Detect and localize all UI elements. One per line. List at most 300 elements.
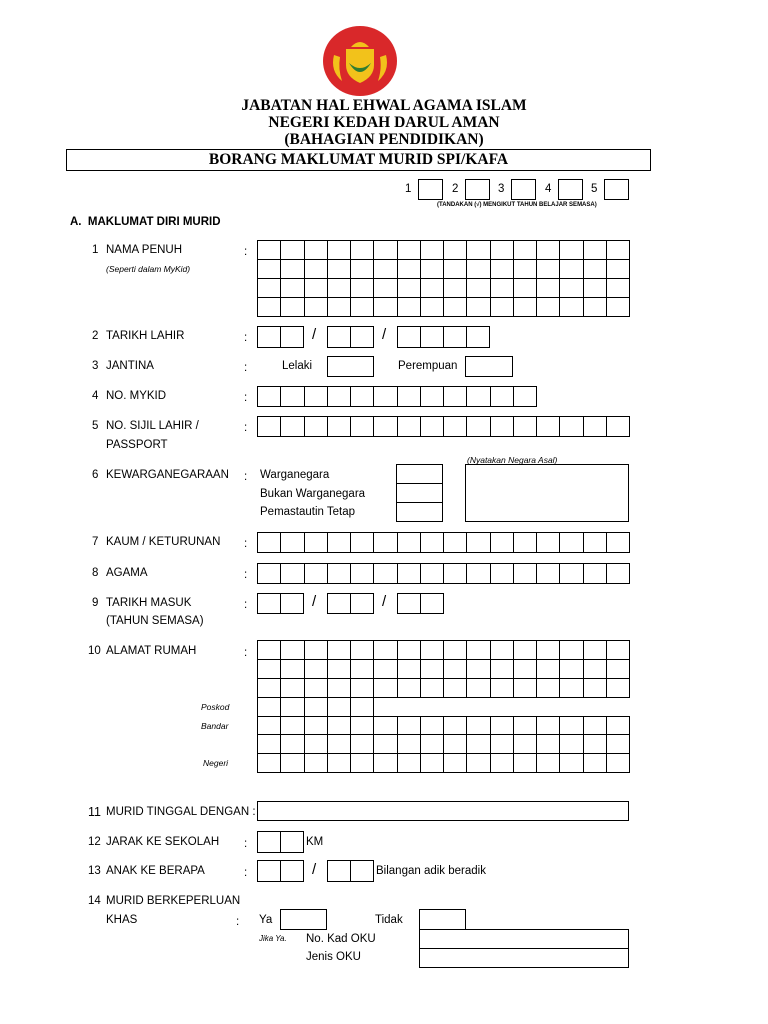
religion-char-box[interactable] (514, 564, 537, 584)
field-14-label: MURID BERKEPERLUAN (106, 895, 241, 907)
race-char-box[interactable] (421, 533, 444, 553)
race-char-box[interactable] (607, 533, 630, 553)
address-char-box[interactable] (514, 660, 537, 679)
city-char-box[interactable] (584, 735, 607, 754)
dob-day-boxes[interactable] (257, 326, 304, 348)
child-order-char-box[interactable] (258, 861, 281, 882)
name-char-box[interactable] (444, 260, 467, 279)
name-char-box[interactable] (421, 279, 444, 298)
birth-cert-char-box[interactable] (607, 417, 630, 437)
birth-cert-char-box[interactable] (537, 417, 560, 437)
city-char-box[interactable] (305, 716, 328, 735)
citizen-checkbox[interactable] (397, 465, 443, 484)
birth-cert-char-box[interactable] (491, 417, 514, 437)
name-char-box[interactable] (374, 241, 397, 260)
address-char-box[interactable] (305, 641, 328, 660)
field-1-hint: (Seperti dalam MyKid) (106, 264, 191, 274)
name-char-box[interactable] (584, 298, 607, 317)
address-char-box[interactable] (607, 641, 630, 660)
religion-char-box[interactable] (398, 564, 421, 584)
address-char-box[interactable] (584, 660, 607, 679)
oku-fields[interactable] (419, 929, 629, 968)
religion-char-box[interactable] (328, 564, 351, 584)
address-grid[interactable] (257, 640, 630, 717)
distance-boxes[interactable] (257, 831, 304, 853)
address-char-box[interactable] (584, 641, 607, 660)
religion-char-box[interactable] (258, 564, 281, 584)
race-char-box[interactable] (328, 533, 351, 553)
address-char-box[interactable] (444, 679, 467, 698)
city-char-box[interactable] (537, 735, 560, 754)
state-char-box[interactable] (467, 754, 490, 773)
birth-cert-char-box[interactable] (258, 417, 281, 437)
postcode-char-box[interactable] (351, 698, 374, 717)
address-char-box[interactable] (351, 679, 374, 698)
state-char-box[interactable] (444, 754, 467, 773)
address-char-box[interactable] (421, 660, 444, 679)
address-city-state-grid[interactable] (257, 716, 630, 773)
name-char-box[interactable] (491, 260, 514, 279)
city-char-box[interactable] (444, 716, 467, 735)
address-char-box[interactable] (467, 641, 490, 660)
address-char-box[interactable] (305, 679, 328, 698)
name-char-box[interactable] (444, 298, 467, 317)
name-char-box[interactable] (560, 241, 583, 260)
city-char-box[interactable] (328, 716, 351, 735)
name-char-box[interactable] (258, 241, 281, 260)
siblings-count-boxes[interactable] (327, 860, 374, 882)
state-char-box[interactable] (491, 754, 514, 773)
city-char-box[interactable] (398, 716, 421, 735)
address-char-box[interactable] (491, 679, 514, 698)
siblings-label: Bilangan adik beradik (376, 865, 486, 877)
religion-grid[interactable] (257, 563, 630, 584)
name-char-box[interactable] (444, 241, 467, 260)
address-char-box[interactable] (444, 641, 467, 660)
year-label-2: 2 (452, 183, 459, 195)
mykid-char-box[interactable] (305, 387, 328, 407)
name-char-box[interactable] (374, 279, 397, 298)
year-label-1: 1 (405, 183, 412, 195)
state-char-box[interactable] (258, 754, 281, 773)
race-char-box[interactable] (514, 533, 537, 553)
race-char-box[interactable] (351, 533, 374, 553)
name-char-box[interactable] (491, 241, 514, 260)
address-char-box[interactable] (467, 679, 490, 698)
entry-year-box[interactable] (421, 594, 444, 614)
dob-month-box[interactable] (328, 327, 351, 348)
city-char-box[interactable] (258, 735, 281, 754)
state-char-box[interactable] (560, 754, 583, 773)
race-char-box[interactable] (258, 533, 281, 553)
birth-cert-char-box[interactable] (398, 417, 421, 437)
city-char-box[interactable] (258, 716, 281, 735)
religion-char-box[interactable] (537, 564, 560, 584)
postcode-char-box[interactable] (305, 698, 328, 717)
name-char-box[interactable] (281, 298, 304, 317)
city-char-box[interactable] (351, 716, 374, 735)
city-char-box[interactable] (584, 716, 607, 735)
gender-male-checkbox[interactable] (327, 356, 374, 377)
name-char-box[interactable] (584, 279, 607, 298)
entry-year-box[interactable] (398, 594, 421, 614)
name-char-box[interactable] (258, 298, 281, 317)
address-char-box[interactable] (560, 641, 583, 660)
birth-cert-char-box[interactable] (584, 417, 607, 437)
mykid-grid[interactable] (257, 386, 537, 407)
name-char-box[interactable] (305, 279, 328, 298)
mykid-char-box[interactable] (398, 387, 421, 407)
name-char-box[interactable] (560, 279, 583, 298)
state-char-box[interactable] (328, 754, 351, 773)
name-char-box[interactable] (491, 298, 514, 317)
name-char-box[interactable] (398, 298, 421, 317)
dob-year-box[interactable] (467, 327, 490, 348)
race-char-box[interactable] (374, 533, 397, 553)
field-3-label: JANTINA (106, 360, 154, 372)
postcode-char-box[interactable] (281, 698, 304, 717)
mykid-char-box[interactable] (374, 387, 397, 407)
name-char-box[interactable] (305, 241, 328, 260)
name-char-box[interactable] (421, 298, 444, 317)
address-char-box[interactable] (258, 641, 281, 660)
religion-char-box[interactable] (281, 564, 304, 584)
name-char-box[interactable] (514, 279, 537, 298)
name-char-box[interactable] (584, 241, 607, 260)
year-checkbox-3[interactable] (511, 179, 536, 200)
oku-card-field[interactable] (420, 930, 629, 949)
race-char-box[interactable] (444, 533, 467, 553)
race-char-box[interactable] (584, 533, 607, 553)
race-grid[interactable] (257, 532, 630, 553)
name-char-box[interactable] (328, 260, 351, 279)
city-char-box[interactable] (421, 716, 444, 735)
name-char-box[interactable] (398, 260, 421, 279)
name-char-box[interactable] (398, 279, 421, 298)
name-char-box[interactable] (305, 260, 328, 279)
address-char-box[interactable] (305, 660, 328, 679)
religion-char-box[interactable] (607, 564, 630, 584)
address-char-box[interactable] (398, 641, 421, 660)
birth-cert-char-box[interactable] (305, 417, 328, 437)
city-char-box[interactable] (607, 735, 630, 754)
siblings-char-box[interactable] (328, 861, 351, 882)
name-char-box[interactable] (444, 279, 467, 298)
address-char-box[interactable] (374, 660, 397, 679)
year-checkbox-2[interactable] (465, 179, 490, 200)
city-char-box[interactable] (537, 716, 560, 735)
race-char-box[interactable] (560, 533, 583, 553)
name-char-box[interactable] (607, 298, 630, 317)
field-12-number: 12 (88, 836, 101, 848)
address-char-box[interactable] (607, 660, 630, 679)
address-char-box[interactable] (584, 679, 607, 698)
state-char-box[interactable] (537, 754, 560, 773)
address-char-box[interactable] (351, 660, 374, 679)
name-char-box[interactable] (258, 260, 281, 279)
name-char-box[interactable] (537, 298, 560, 317)
state-char-box[interactable] (584, 754, 607, 773)
address-char-box[interactable] (537, 660, 560, 679)
child-order-char-box[interactable] (281, 861, 304, 882)
country-origin-note: (Nyatakan Negara Asal) (467, 455, 558, 465)
address-char-box[interactable] (514, 679, 537, 698)
mykid-char-box[interactable] (328, 387, 351, 407)
name-char-box[interactable] (328, 241, 351, 260)
mykid-char-box[interactable] (491, 387, 514, 407)
mykid-char-box[interactable] (514, 387, 537, 407)
name-char-box[interactable] (398, 241, 421, 260)
address-char-box[interactable] (328, 679, 351, 698)
entry-day-box[interactable] (258, 594, 281, 614)
distance-char-box[interactable] (281, 832, 304, 853)
entry-month-boxes[interactable] (327, 593, 374, 614)
field-5-label-2: PASSPORT (106, 439, 168, 451)
name-char-box[interactable] (351, 298, 374, 317)
state-char-box[interactable] (421, 754, 444, 773)
religion-char-box[interactable] (560, 564, 583, 584)
birth-cert-char-box[interactable] (467, 417, 490, 437)
name-char-box[interactable] (281, 241, 304, 260)
address-char-box[interactable] (421, 641, 444, 660)
name-char-box[interactable] (258, 279, 281, 298)
field-8-number: 8 (92, 567, 99, 579)
city-char-box[interactable] (491, 716, 514, 735)
entry-month-box[interactable] (328, 594, 351, 614)
name-char-box[interactable] (421, 241, 444, 260)
gender-female-checkbox[interactable] (465, 356, 513, 377)
race-char-box[interactable] (398, 533, 421, 553)
mykid-char-box[interactable] (258, 387, 281, 407)
address-char-box[interactable] (421, 679, 444, 698)
race-char-box[interactable] (537, 533, 560, 553)
dob-month-boxes[interactable] (327, 326, 374, 348)
address-char-box[interactable] (444, 660, 467, 679)
address-char-box[interactable] (491, 660, 514, 679)
birth-cert-grid[interactable] (257, 416, 630, 437)
address-char-box[interactable] (281, 660, 304, 679)
special-needs-yes-checkbox[interactable] (280, 909, 327, 930)
religion-char-box[interactable] (421, 564, 444, 584)
name-char-box[interactable] (351, 241, 374, 260)
religion-char-box[interactable] (467, 564, 490, 584)
permanent-resident-checkbox[interactable] (397, 503, 443, 522)
name-char-box[interactable] (607, 260, 630, 279)
country-origin-field[interactable] (465, 464, 629, 522)
city-char-box[interactable] (607, 716, 630, 735)
religion-char-box[interactable] (584, 564, 607, 584)
special-needs-no-checkbox[interactable] (419, 909, 466, 930)
city-char-box[interactable] (514, 735, 537, 754)
name-char-box[interactable] (514, 241, 537, 260)
address-char-box[interactable] (537, 679, 560, 698)
name-char-box[interactable] (467, 241, 490, 260)
name-char-box[interactable] (537, 260, 560, 279)
field-2-number: 2 (92, 330, 99, 342)
name-char-box[interactable] (328, 298, 351, 317)
city-char-box[interactable] (374, 716, 397, 735)
mykid-char-box[interactable] (444, 387, 467, 407)
address-char-box[interactable] (281, 679, 304, 698)
non-citizen-checkbox[interactable] (397, 484, 443, 503)
race-char-box[interactable] (491, 533, 514, 553)
address-char-box[interactable] (374, 641, 397, 660)
postcode-label: Poskod (201, 702, 230, 712)
city-char-box[interactable] (281, 735, 304, 754)
race-char-box[interactable] (305, 533, 328, 553)
name-char-box[interactable] (607, 279, 630, 298)
state-char-box[interactable] (514, 754, 537, 773)
address-char-box[interactable] (328, 660, 351, 679)
siblings-char-box[interactable] (351, 861, 374, 882)
city-char-box[interactable] (421, 735, 444, 754)
city-char-box[interactable] (398, 735, 421, 754)
year-checkbox-1[interactable] (418, 179, 443, 200)
dob-month-box[interactable] (351, 327, 374, 348)
state-char-box[interactable] (374, 754, 397, 773)
entry-month-box[interactable] (351, 594, 374, 614)
field-13-number: 13 (88, 865, 101, 877)
name-char-box[interactable] (514, 298, 537, 317)
birth-cert-char-box[interactable] (374, 417, 397, 437)
state-char-box[interactable] (351, 754, 374, 773)
birth-cert-char-box[interactable] (444, 417, 467, 437)
name-char-box[interactable] (374, 298, 397, 317)
field-7-number: 7 (92, 536, 99, 548)
name-char-box[interactable] (537, 241, 560, 260)
city-char-box[interactable] (491, 735, 514, 754)
child-order-boxes[interactable] (257, 860, 304, 882)
address-char-box[interactable] (258, 660, 281, 679)
name-char-box[interactable] (514, 260, 537, 279)
state-char-box[interactable] (305, 754, 328, 773)
year-checkbox-4[interactable] (558, 179, 583, 200)
mykid-char-box[interactable] (351, 387, 374, 407)
city-char-box[interactable] (467, 716, 490, 735)
address-char-box[interactable] (467, 660, 490, 679)
dob-day-box[interactable] (258, 327, 281, 348)
name-char-box[interactable] (467, 279, 490, 298)
citizenship-checkboxes[interactable] (396, 464, 443, 522)
city-char-box[interactable] (514, 716, 537, 735)
city-char-box[interactable] (328, 735, 351, 754)
name-char-box[interactable] (560, 298, 583, 317)
name-char-box[interactable] (560, 260, 583, 279)
birth-cert-char-box[interactable] (514, 417, 537, 437)
city-char-box[interactable] (374, 735, 397, 754)
state-char-box[interactable] (607, 754, 630, 773)
address-char-box[interactable] (537, 641, 560, 660)
religion-char-box[interactable] (351, 564, 374, 584)
field-13-label: ANAK KE BERAPA (106, 865, 205, 877)
entry-day-boxes[interactable] (257, 593, 304, 614)
birth-cert-char-box[interactable] (351, 417, 374, 437)
address-char-box[interactable] (560, 679, 583, 698)
name-char-box[interactable] (281, 260, 304, 279)
address-char-box[interactable] (328, 641, 351, 660)
address-char-box[interactable] (398, 660, 421, 679)
name-char-box[interactable] (584, 260, 607, 279)
city-char-box[interactable] (351, 735, 374, 754)
mykid-char-box[interactable] (467, 387, 490, 407)
name-char-box[interactable] (281, 279, 304, 298)
birth-cert-char-box[interactable] (421, 417, 444, 437)
religion-char-box[interactable] (491, 564, 514, 584)
city-char-box[interactable] (444, 735, 467, 754)
distance-char-box[interactable] (258, 832, 281, 853)
address-char-box[interactable] (281, 641, 304, 660)
dob-day-box[interactable] (281, 327, 304, 348)
mykid-char-box[interactable] (421, 387, 444, 407)
lives-with-field[interactable] (257, 801, 629, 821)
city-char-box[interactable] (305, 735, 328, 754)
city-char-box[interactable] (560, 735, 583, 754)
address-char-box[interactable] (351, 641, 374, 660)
name-char-box[interactable] (491, 279, 514, 298)
name-char-box[interactable] (467, 298, 490, 317)
name-char-box[interactable] (607, 241, 630, 260)
oku-type-field[interactable] (420, 949, 629, 968)
name-char-box[interactable] (351, 279, 374, 298)
name-char-box[interactable] (328, 279, 351, 298)
postcode-char-box[interactable] (328, 698, 351, 717)
dob-year-box[interactable] (444, 327, 467, 348)
religion-char-box[interactable] (444, 564, 467, 584)
name-char-box[interactable] (421, 260, 444, 279)
oku-type-label: Jenis OKU (306, 951, 361, 963)
field-6-label: KEWARGANEGARAAN (106, 469, 229, 481)
birth-cert-char-box[interactable] (328, 417, 351, 437)
name-char-box[interactable] (374, 260, 397, 279)
name-char-box[interactable] (305, 298, 328, 317)
religion-char-box[interactable] (374, 564, 397, 584)
race-char-box[interactable] (281, 533, 304, 553)
state-char-box[interactable] (281, 754, 304, 773)
name-grid[interactable] (257, 240, 630, 317)
race-char-box[interactable] (467, 533, 490, 553)
city-char-box[interactable] (467, 735, 490, 754)
mykid-char-box[interactable] (281, 387, 304, 407)
year-checkbox-5[interactable] (604, 179, 629, 200)
address-char-box[interactable] (514, 641, 537, 660)
address-char-box[interactable] (491, 641, 514, 660)
address-char-box[interactable] (398, 679, 421, 698)
address-char-box[interactable] (607, 679, 630, 698)
field-3-colon: : (244, 362, 248, 374)
name-char-box[interactable] (467, 260, 490, 279)
birth-cert-char-box[interactable] (281, 417, 304, 437)
name-char-box[interactable] (351, 260, 374, 279)
city-char-box[interactable] (560, 716, 583, 735)
dob-year-box[interactable] (398, 327, 421, 348)
address-char-box[interactable] (560, 660, 583, 679)
field-2-label: TARIKH LAHIR (106, 330, 185, 342)
city-char-box[interactable] (281, 716, 304, 735)
address-char-box[interactable] (258, 679, 281, 698)
section-a-title: A. MAKLUMAT DIRI MURID (70, 216, 221, 228)
state-char-box[interactable] (398, 754, 421, 773)
dob-year-box[interactable] (421, 327, 444, 348)
entry-day-box[interactable] (281, 594, 304, 614)
birth-cert-char-box[interactable] (560, 417, 583, 437)
field-6-colon: : (244, 471, 248, 483)
religion-char-box[interactable] (305, 564, 328, 584)
address-char-box[interactable] (374, 679, 397, 698)
entry-year-boxes[interactable] (397, 593, 444, 614)
postcode-char-box[interactable] (258, 698, 281, 717)
dob-year-boxes[interactable] (397, 326, 490, 348)
name-char-box[interactable] (537, 279, 560, 298)
